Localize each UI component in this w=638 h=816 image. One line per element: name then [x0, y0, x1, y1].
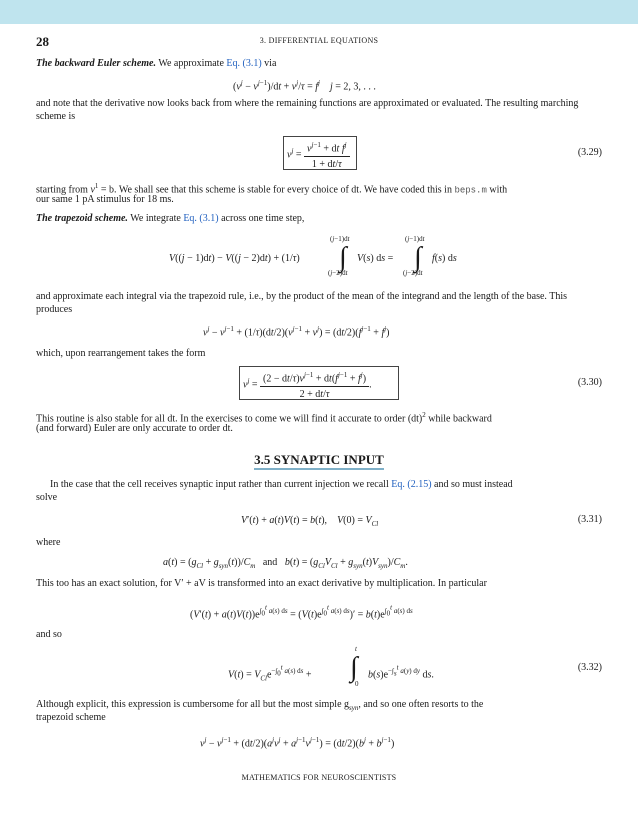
code-beps: beps.m [454, 185, 487, 196]
top-color-band [0, 0, 638, 24]
trapezoid-rearrangement-text: which, upon rearrangement takes the form [36, 348, 206, 359]
trapezoid-heading: The trapezoid scheme. [36, 213, 128, 224]
backward-euler-heading: The backward Euler scheme. [36, 58, 156, 69]
eq-number-3-30: (3.30) [577, 377, 602, 388]
exact-solution-text: This too has an exact solution, for V′ + aV is transformed into an exact derivative by multiplication. In particular [36, 578, 487, 589]
synaptic-intro-2: solve [36, 492, 58, 503]
where-text: where [36, 537, 61, 548]
backward-euler-intro: The backward Euler scheme. We approximate Eq. (3.1) via [36, 58, 277, 69]
eq-number-3-29: (3.29) [577, 147, 602, 158]
chapter-title: 3. DIFFERENTIAL EQUATIONS [259, 36, 379, 45]
trapezoid-stability-line1: This routine is also stable for all dt. In the exercises to come we will find it accurate to order (dt)$^2$ while backward [36, 411, 492, 425]
eq-ref-2-15[interactable]: Eq. (2.15) [391, 479, 432, 490]
page-header [36, 34, 602, 50]
definitions-a-b: $a(t) = (g_{Cl} + g_{syn}(t))/C_m$ and $b(t) = (g_{Cl}V_{Cl} + g_{syn}(t)V_{syn})/C_m$. [163, 557, 408, 570]
eq-3-29: $v^j$ = $\frac{v^{j-1} + dt f^j}{1 + dt/\tau}$ [287, 139, 350, 171]
section-heading: 3.5 SYNAPTIC INPUT [0, 452, 638, 468]
explicit-text-line1: Although explicit, this expression is cumbersome for all but the most simple $g_{syn}$, and so one often resorts to the [36, 699, 484, 712]
backward-euler-line2: starting from $v^1 = b$. We shall see that this scheme is stable for every choice of dt. We have coded this in beps.m with [36, 182, 508, 196]
eq-number-3-32: (3.32) [577, 662, 602, 673]
backward-euler-paragraph: and note that the derivative now looks back from where the remaining functions are approximated or evaluated. The resulting marching scheme is [36, 98, 579, 122]
backward-euler-line3: our same 1 pA stimulus for 18 ms. [36, 194, 174, 205]
explicit-text-line2: trapezoid scheme [36, 712, 106, 723]
eq-ref-3-1[interactable]: Eq. (3.1) [226, 58, 262, 69]
synaptic-intro: In the case that the cell receives synaptic input rather than current injection we recall Eq. (2.15) and so must instead [50, 479, 513, 490]
eq-ref-3-1-b[interactable]: Eq. (3.1) [183, 213, 219, 224]
trapezoid-intro: The trapezoid scheme. We integrate Eq. (3.1) across one time step, [36, 213, 305, 224]
page-number: 28 [36, 34, 49, 49]
eq-3-31: V′(t) + a(t)V(t) = b(t), $V(0) = V_{Cl}$ [241, 515, 379, 528]
and-so-text: and so [36, 629, 62, 640]
eq-number-3-31: (3.31) [577, 514, 602, 525]
eq-3-30: $v^j$ = $\frac{(2 - dt/\tau)v^{j-1} + dt(f^{j-1} + f^j)}{2 + dt/\tau}$ . [243, 371, 372, 401]
synaptic-trapezoid-equation: $v^j - v^{j-1} + (dt/2)(a^jv^j + a^{j-1}v^{j-1}) = (dt/2)(b^j + b^{j-1})$ [200, 736, 395, 750]
integrating-factor-equation: $(V'(t) + a(t)V(t))e^{\int_0^t a(s) ds} = (V(t)e^{\int_0^t a(s) ds})' = b(t)e^{\int_0^t a(s) ds}$ [190, 604, 413, 621]
backward-euler-equation: $(v^j - v^{j-1})/dt + v^j/\tau = f^j$ j = 2, 3, . . . [233, 79, 376, 93]
trapezoid-stability-line2: (and forward) Euler are only accurate to order dt. [36, 423, 233, 434]
trapezoid-discrete-equation: $v^j - v^{j-1} + (1/\tau)(dt/2)(v^{j-1} + v^j) = (dt/2)(f^{j-1} + f^j)$ [203, 325, 390, 339]
page-footer: MATHEMATICS FOR NEUROSCIENTISTS [241, 773, 397, 782]
trapezoid-paragraph: and approximate each integral via the trapezoid rule, i.e., by the product of the mean of the integrand and the length of the base. This produces [36, 291, 568, 315]
